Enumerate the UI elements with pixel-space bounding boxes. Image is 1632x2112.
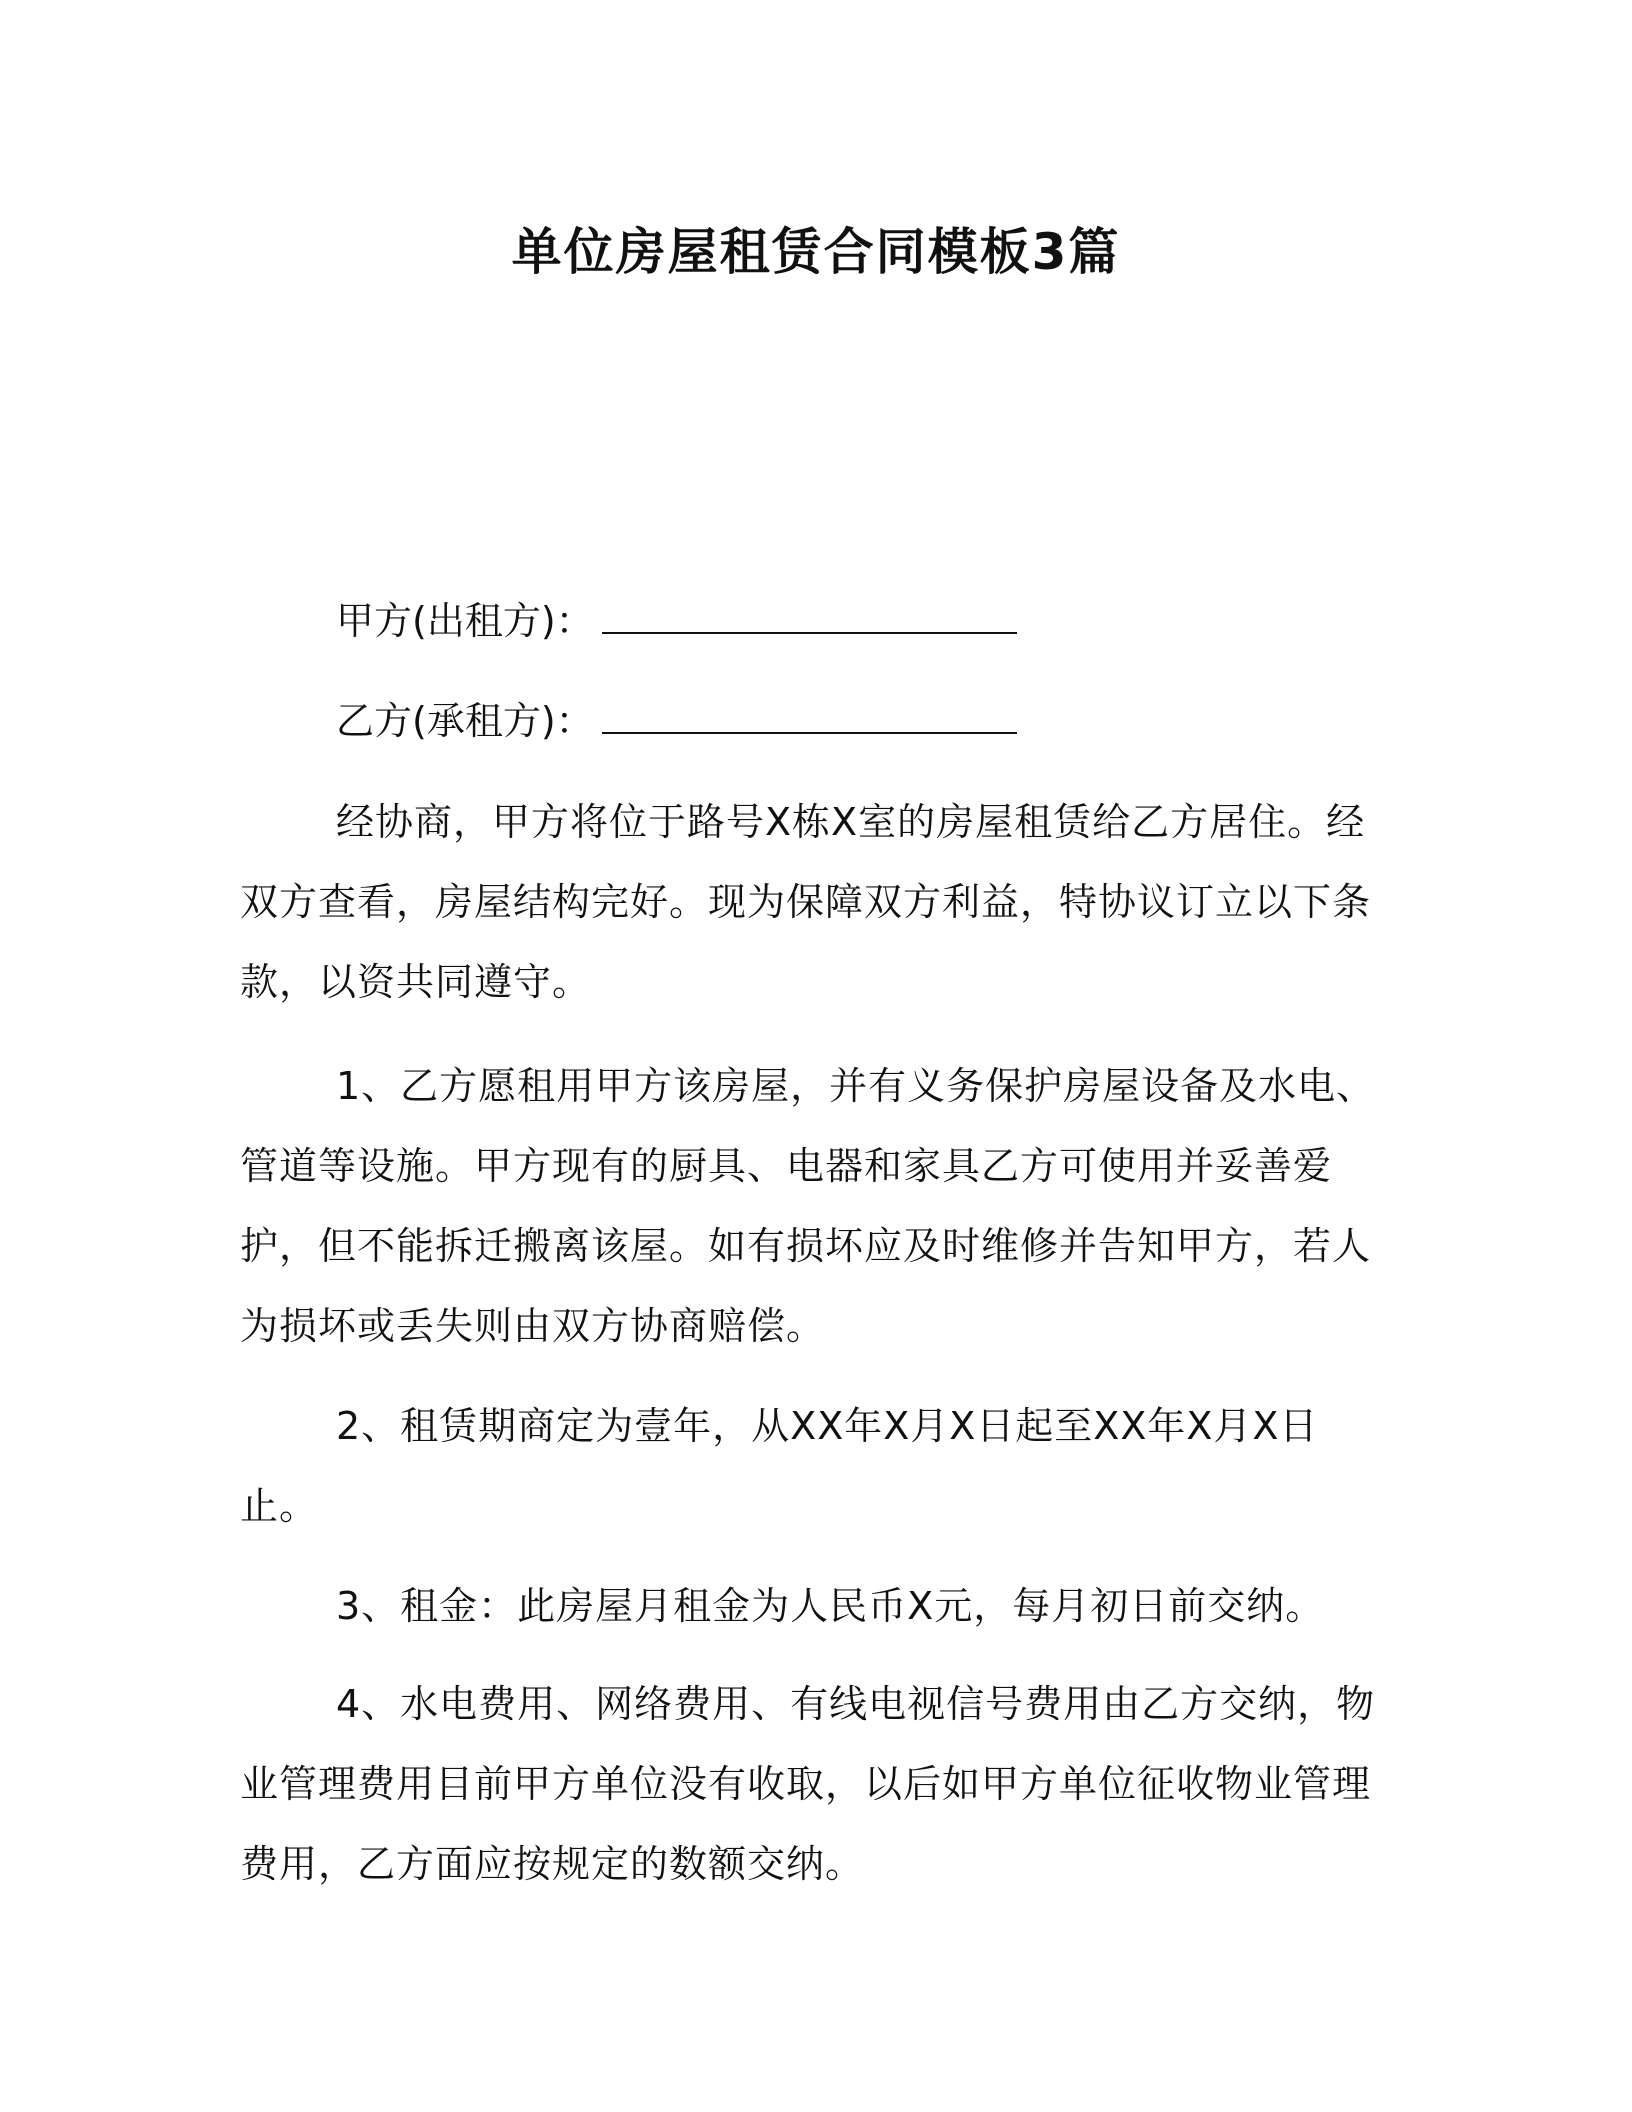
party-b-line [336,696,1017,746]
paragraph-clause-1: 1、乙方愿租用甲方该房屋，并有义务保护房屋设备及水电、管道等设施。甲方现有的厨具、电器和家具乙方可使用并妥善爱护，但不能拆迁搬离该屋。如有损坏应及时维修并告知甲方，若人为损坏或丢失则由双方协商赔偿。 [240,1064,1376,1348]
paragraph-clause-4: 4、水电费用、网络费用、有线电视信号费用由乙方交纳，物业管理费用目前甲方单位没有收取，以后如甲方单位征收物业管理费用，乙方面应按规定的数额交纳。 [240,1682,1376,1886]
document-title: 单位房屋租赁合同模板3篇 [511,223,1121,281]
party-a-label: 甲方(出租方)： [336,599,594,643]
party-b-blank [602,698,1017,734]
party-a-blank [602,598,1017,634]
paragraph-clause-2: 2、租赁期商定为壹年，从XX年X月X日起至XX年X月X日止。 [240,1404,1319,1528]
paragraph-clause-3: 3、租金：此房屋月租金为人民币X元，每月初日前交纳。 [336,1584,1325,1628]
paragraph-intro: 经协商，甲方将位于路号X栋X室的房屋租赁给乙方居住。经双方查看，房屋结构完好。现为保障双方利益，特协议订立以下条款，以资共同遵守。 [240,800,1372,1004]
party-a-line [336,596,1017,646]
party-b-label: 乙方(承租方)： [336,699,594,743]
